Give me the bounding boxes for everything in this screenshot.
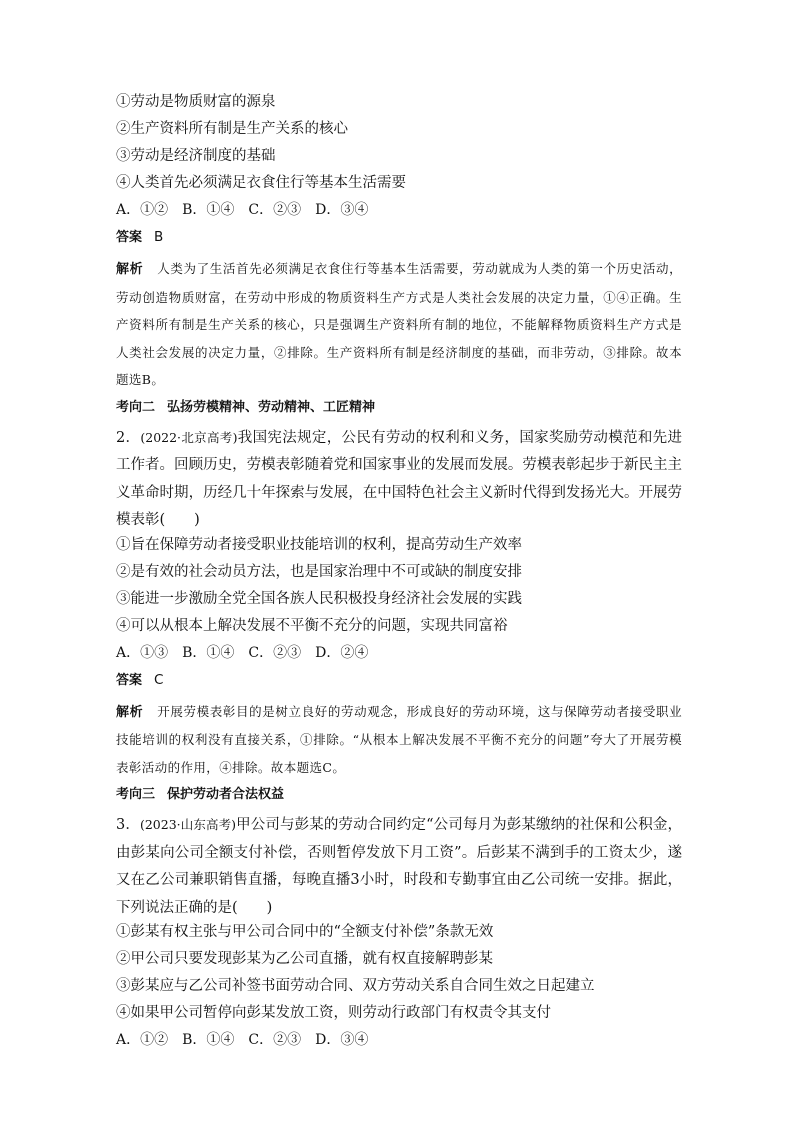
section-2-title: 弘扬劳模精神、劳动精神、工匠精神 — [167, 399, 376, 415]
q2-analysis-text: 开展劳模表彰目的是树立良好的劳动观念，形成良好的劳动环境，这与保障劳动者接受职业技能培训的权利没有直接关系，①排除。“从根本上解决发展不平衡不充分的问题”夸大了开展劳模表彰活动的作用，④排除。故本题选C。 — [116, 703, 682, 775]
q2-answer-label: 答案 — [116, 672, 143, 688]
section-heading-2 — [116, 398, 686, 418]
q3-options — [116, 922, 686, 1023]
q1-option-2: ②生产资料所有制是生产关系的核心 — [116, 121, 348, 137]
q3-stem-text: 甲公司与彭某的劳动合同约定“公司每月为彭某缴纳的社保和公积金，由彭某向公司全额支付补偿，否则暂停发放下月工资”。后彭某不满到手的工资太少，遂又在乙公司兼职销售直播，每晚直播3小时，时段和专勤事宜由乙公司统一安排。据此，下列说法正确的是( ) — [116, 817, 682, 916]
q2-number: 2． — [116, 429, 141, 446]
q2-choices: A．①③ B．①④ C．②③ D．②④ — [116, 644, 369, 661]
q2-answer-value: C — [154, 671, 164, 688]
q1-option-4: ④人类首先必须满足衣食住行等基本生活需要 — [116, 175, 406, 191]
q2-analysis-label: 解析 — [116, 704, 144, 720]
q1-option-1: ①劳动是物质财富的源泉 — [116, 94, 276, 110]
q3-choices: A．①② B．①④ C．②③ D．③④ — [116, 1032, 369, 1048]
q2-option-4: ④可以从根本上解决发展不平衡不充分的问题，实现共同富裕 — [116, 617, 508, 634]
q2-stem-text: 我国宪法规定，公民有劳动的权利和义务，国家奖励劳动模范和先进工作者。回顾历史，劳模表彰随着党和国家事业的发展而发展。劳模表彰起步于新民主主义革命时期，历经几十年探索与发展，在中国特色社会主义新时代得到发扬光大。开展劳模表彰( ) — [116, 429, 682, 528]
q2-answer — [116, 670, 686, 691]
q2-option-2: ②是有效的社会动员方法，也是国家治理中不可或缺的制度安排 — [116, 563, 522, 580]
q3-number: 3． — [116, 817, 140, 833]
section-heading-3 — [116, 785, 686, 805]
q2-stem — [116, 424, 682, 535]
q1-answer — [116, 227, 686, 248]
section-2-number: 考向二 — [116, 399, 156, 415]
q2-analysis — [116, 698, 682, 782]
q2-source: (2022·北京高考) — [140, 429, 238, 445]
q1-analysis — [116, 255, 682, 394]
section-3-number: 考向三 — [116, 787, 156, 802]
q3-option-1: ①彭某有权主张与甲公司合同中的“全额支付补偿”条款无效 — [116, 924, 494, 940]
q2-options — [116, 535, 686, 636]
q2-option-1: ①旨在保障劳动者接受职业技能培训的权利，提高劳动生产效率 — [116, 536, 522, 553]
document-page — [116, 92, 686, 1057]
q3-option-2: ②甲公司只要发现彭某为乙公司直播，就有权直接解聘彭某 — [116, 951, 493, 967]
q2-option-3: ③能进一步激励全党全国各族人民积极投身经济社会发展的实践 — [116, 590, 522, 607]
q1-answer-label: 答案 — [116, 230, 143, 245]
q1-option-3: ③劳动是经济制度的基础 — [116, 148, 276, 164]
q3-source: (2023·山东高考) — [139, 817, 237, 832]
q1-analysis-text: 人类为了生活首先必须满足衣食住行等基本生活需要，劳动就成为人类的第一个历史活动，劳动创造物质财富，在劳动中形成的物质资料生产方式是人类社会发展的决定力量，①④正确。生产资料所有制是生产关系的核心，只是强调生产资料所有制的地位，不能解释物质资料生产方式是人类社会发展的决定力量，②排除。生产资料所有制是经济制度的基础，而非劳动，③排除。故本题选B。 — [116, 261, 682, 387]
q1-analysis-label: 解析 — [116, 262, 144, 277]
section-3-title: 保护劳动者合法权益 — [167, 787, 285, 802]
q3-stem — [116, 811, 682, 922]
q3-option-3: ③彭某应与乙公司补签书面劳动合同、双方劳动关系自合同生效之日起建立 — [116, 978, 595, 994]
q1-answer-value: B — [154, 229, 164, 245]
q1-options — [116, 92, 686, 193]
q3-option-4: ④如果甲公司暂停向彭某发放工资，则劳动行政部门有权责令其支付 — [116, 1005, 551, 1021]
q1-choices: A．①② B．①④ C．②③ D．③④ — [116, 202, 369, 218]
